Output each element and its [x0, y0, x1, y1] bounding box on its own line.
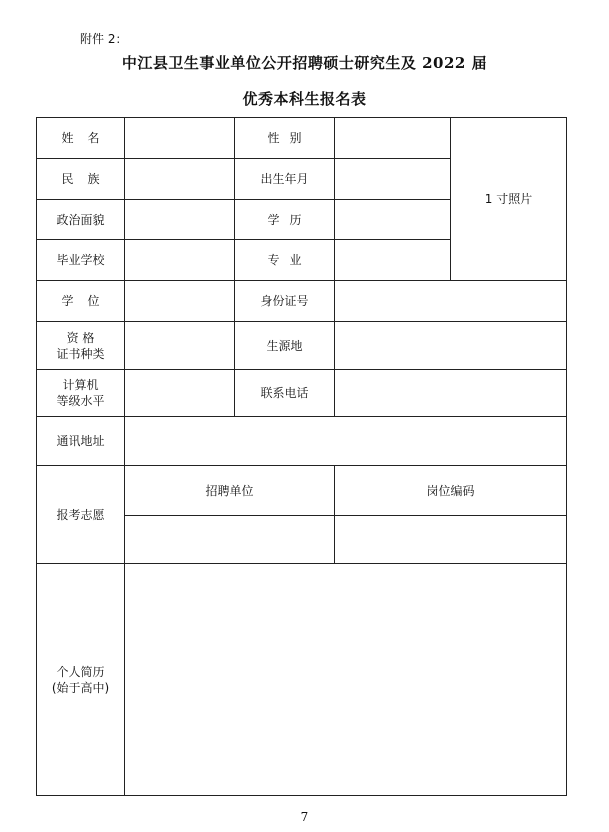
education-input[interactable] [335, 200, 451, 240]
post-code-header: 岗位编码 [335, 466, 567, 516]
phone-input[interactable] [335, 370, 567, 417]
major-input[interactable] [335, 240, 451, 281]
ethnicity-input[interactable] [125, 159, 235, 200]
form-title-line2: 优秀本科生报名表 [242, 90, 367, 108]
school-input[interactable] [125, 240, 235, 281]
id-number-label: 身份证号 [235, 281, 335, 322]
name-label: 姓名 [37, 118, 125, 159]
school-label: 毕业学校 [37, 240, 125, 281]
id-number-input[interactable] [335, 281, 567, 322]
education-label: 学历 [235, 200, 335, 240]
annex-label: 附件 2： [80, 32, 128, 46]
unit-input[interactable] [125, 516, 335, 564]
computer-label-line2: 等级水平 [56, 394, 105, 408]
gender-input[interactable] [335, 118, 451, 159]
address-input[interactable] [125, 417, 567, 466]
birth-date-input[interactable] [335, 159, 451, 200]
birth-date-label: 出生年月 [235, 159, 335, 200]
origin-label: 生源地 [235, 322, 335, 370]
address-label: 通讯地址 [37, 417, 125, 466]
certificate-label-line1: 资 格 [66, 330, 95, 345]
computer-level-input[interactable] [125, 370, 235, 417]
computer-label-line1: 计算机 [62, 378, 99, 392]
computer-level-label [37, 370, 125, 417]
certificate-label-line2: 证书种类 [56, 346, 105, 361]
gender-label: 性别 [235, 118, 335, 159]
page-number: 7 [300, 810, 309, 824]
resume-label-line2: (始于高中) [51, 680, 110, 695]
major-label: 专业 [235, 240, 335, 281]
unit-header: 招聘单位 [125, 466, 335, 516]
resume-label [37, 564, 125, 796]
phone-label: 联系电话 [235, 370, 335, 417]
registration-form-table [36, 117, 567, 796]
origin-input[interactable] [335, 322, 567, 370]
degree-input[interactable] [125, 281, 235, 322]
resume-input[interactable] [125, 564, 567, 796]
political-status-label: 政治面貌 [37, 200, 125, 240]
ethnicity-label: 民族 [37, 159, 125, 200]
form-title-line1: 中江县卫生事业单位公开招聘硕士研究生及 2022 届 [121, 54, 488, 72]
degree-label: 学位 [37, 281, 125, 322]
resume-label-line1: 个人简历 [56, 664, 105, 679]
post-code-input[interactable] [335, 516, 567, 564]
political-status-input[interactable] [125, 200, 235, 240]
name-input[interactable] [125, 118, 235, 159]
certificate-type-label [37, 322, 125, 370]
certificate-type-input[interactable] [125, 322, 235, 370]
application-label: 报考志愿 [37, 466, 125, 564]
photo-box[interactable]: 1 寸照片 [451, 118, 567, 281]
